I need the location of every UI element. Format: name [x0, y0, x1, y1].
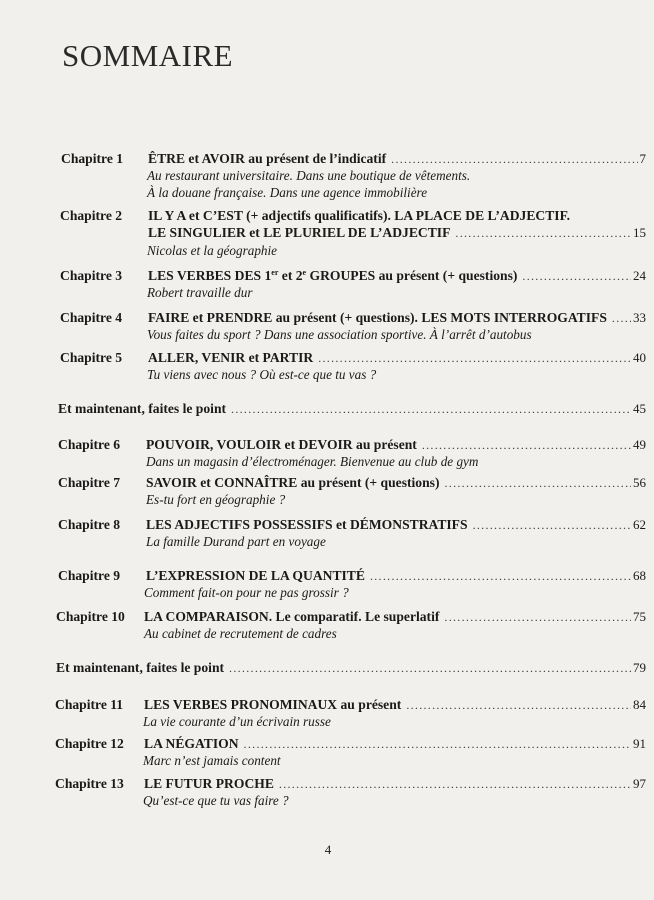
- review-label: Et maintenant, faites le point: [56, 660, 225, 675]
- chapter-title: LA NÉGATION: [144, 736, 239, 751]
- toc-line: [58, 401, 646, 417]
- chapter-title: ALLER, VENIR et PARTIR: [148, 350, 314, 365]
- toc-line: [61, 151, 646, 167]
- dot-leader: [422, 438, 631, 453]
- chapter-title: ÊTRE et AVOIR au présent de l’indicatif: [148, 151, 387, 166]
- chapter-label: Chapitre 6: [58, 437, 121, 452]
- chapter-title-part: LES VERBES DES 1: [148, 268, 272, 283]
- chapter-label: Chapitre 1: [61, 151, 124, 166]
- page-ref: 97: [633, 776, 646, 791]
- dot-leader: [391, 152, 637, 167]
- page-ref: 75: [633, 609, 646, 624]
- chapter-label: Chapitre 11: [55, 697, 124, 712]
- chapter-subtitle: La vie courante d’un écrivain russe: [143, 714, 331, 729]
- dot-leader: [612, 311, 631, 326]
- page-ref: 62: [633, 517, 646, 532]
- dot-leader: [522, 269, 631, 284]
- chapter-title: LES ADJECTIFS POSSESSIFS et DÉMONSTRATIFS: [146, 517, 468, 532]
- chapter-title: [148, 268, 517, 284]
- page-ref: 24: [633, 268, 646, 283]
- toc-line: [148, 225, 646, 241]
- chapter-title: IL Y A et C’EST (+ adjectifs qualificatifs). LA PLACE DE L’ADJECTIF.: [148, 208, 571, 223]
- toc-line: [58, 517, 646, 533]
- chapter-title: LES VERBES PRONOMINAUX au présent: [144, 697, 402, 712]
- page-ref: 91: [633, 736, 646, 751]
- chapter-label: Chapitre 9: [58, 568, 121, 583]
- page-number: 4: [324, 842, 332, 857]
- page-ref: 79: [633, 660, 646, 675]
- chapter-label: Chapitre 8: [58, 517, 121, 532]
- page-ref: 49: [633, 437, 646, 452]
- toc-line: [55, 697, 646, 713]
- toc-line: [60, 268, 646, 284]
- dot-leader: [279, 777, 631, 792]
- chapter-label: Chapitre 12: [55, 736, 124, 751]
- chapter-title: LA COMPARAISON. Le comparatif. Le superlatif: [144, 609, 440, 624]
- chapter-subtitle: Tu viens avec nous ? Où est-ce que tu vas ?: [147, 367, 377, 382]
- page-ref: 7: [639, 151, 646, 166]
- dot-leader: [370, 569, 631, 584]
- page-ref: 56: [633, 475, 646, 490]
- page-title: SOMMAIRE: [62, 38, 234, 73]
- chapter-subtitle: La famille Durand part en voyage: [146, 534, 326, 549]
- toc-line: [60, 350, 646, 366]
- superscript: er: [271, 268, 279, 277]
- chapter-subtitle: Qu’est-ce que tu vas faire ?: [143, 793, 289, 808]
- page-ref: 45: [633, 401, 646, 416]
- toc-line: [58, 437, 646, 453]
- chapter-subtitle: Robert travaille dur: [147, 285, 253, 300]
- dot-leader: [318, 351, 631, 366]
- chapter-title-continued: LE SINGULIER et LE PLURIEL DE L’ADJECTIF: [148, 225, 451, 240]
- chapter-subtitle: Comment fait-on pour ne pas grossir ?: [144, 585, 349, 600]
- chapter-label: Chapitre 2: [60, 208, 123, 223]
- chapter-subtitle: Au restaurant universitaire. Dans une boutique de vêtements.: [147, 168, 471, 183]
- chapter-title: L’EXPRESSION DE LA QUANTITÉ: [146, 568, 365, 583]
- chapter-label: Chapitre 5: [60, 350, 123, 365]
- toc-line: [58, 568, 646, 584]
- dot-leader: [406, 698, 631, 713]
- review-label: Et maintenant, faites le point: [58, 401, 227, 416]
- chapter-subtitle: Au cabinet de recrutement de cadres: [144, 626, 337, 641]
- chapter-title: POUVOIR, VOULOIR et DEVOIR au présent: [146, 437, 417, 452]
- chapter-subtitle: Vous faites du sport ? Dans une association sportive. À l’arrêt d’autobus: [147, 327, 532, 342]
- chapter-title: SAVOIR et CONNAÎTRE au présent (+ questions): [146, 475, 440, 490]
- page-ref: 15: [633, 225, 646, 240]
- dot-leader: [473, 518, 631, 533]
- dot-leader: [455, 226, 631, 241]
- toc-line: [56, 609, 646, 625]
- chapter-subtitle: Nicolas et la géographie: [147, 243, 278, 258]
- toc-line: [60, 208, 646, 224]
- toc-line: [56, 660, 646, 676]
- chapter-subtitle: Marc n’est jamais content: [143, 753, 281, 768]
- dot-leader: [244, 737, 631, 752]
- chapter-title: LE FUTUR PROCHE: [144, 776, 274, 791]
- toc-line: [58, 475, 646, 491]
- dot-leader: [444, 476, 631, 491]
- chapter-title-part: GROUPES au présent (+ questions): [306, 268, 518, 283]
- dot-leader: [229, 661, 631, 676]
- chapter-label: Chapitre 10: [56, 609, 125, 624]
- chapter-title: FAIRE et PRENDRE au présent (+ questions). LES MOTS INTERROGATIFS: [148, 310, 607, 325]
- toc-line: [55, 736, 646, 752]
- page-ref: 84: [633, 697, 646, 712]
- chapter-label: Chapitre 3: [60, 268, 123, 283]
- chapter-subtitle: Es-tu fort en géographie ?: [146, 492, 286, 507]
- page-ref: 40: [633, 350, 646, 365]
- toc-line: [55, 776, 646, 792]
- page-ref: 68: [633, 568, 646, 583]
- page-ref: 33: [633, 310, 646, 325]
- chapter-label: Chapitre 7: [58, 475, 121, 490]
- chapter-subtitle: À la douane française. Dans une agence immobilière: [147, 185, 428, 200]
- chapter-subtitle: Dans un magasin d’électroménager. Bienvenue au club de gym: [146, 454, 479, 469]
- dot-leader: [444, 610, 631, 625]
- chapter-label: Chapitre 4: [60, 310, 123, 325]
- chapter-label: Chapitre 13: [55, 776, 124, 791]
- dot-leader: [231, 402, 631, 417]
- toc-line: [60, 310, 646, 326]
- chapter-title-part: et 2: [278, 268, 303, 283]
- superscript: e: [302, 268, 307, 277]
